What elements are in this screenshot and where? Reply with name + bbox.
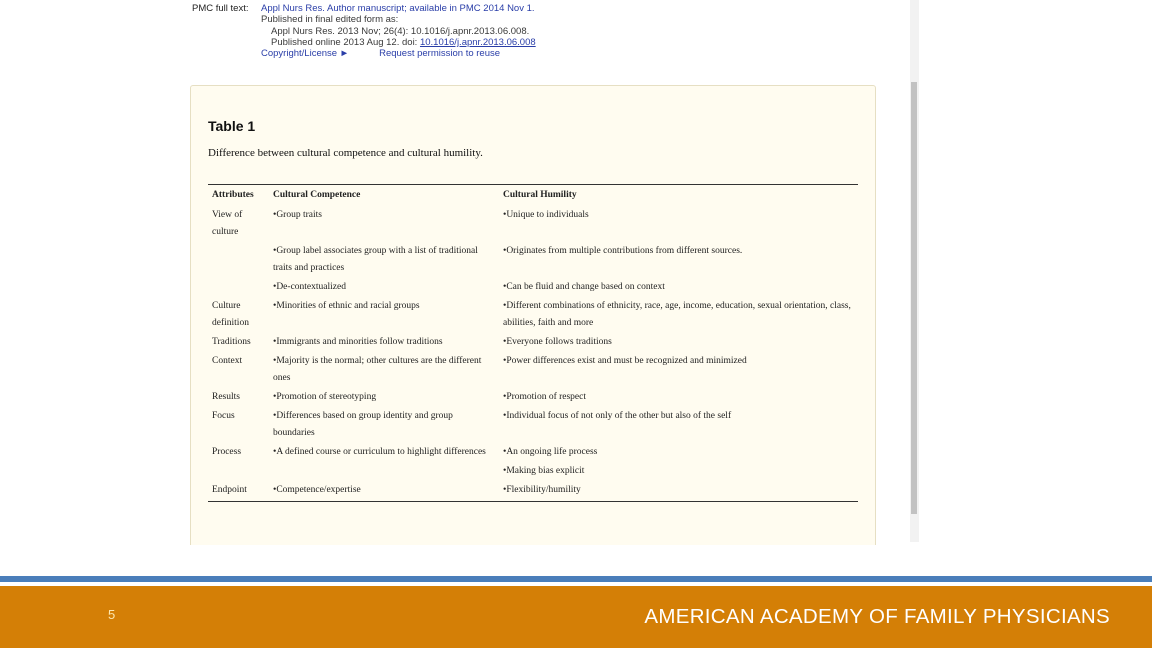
table-row [208, 279, 858, 298]
attribute-cell: Context [212, 356, 243, 366]
attribute-cell: View of culture [212, 210, 243, 237]
table-caption: Difference between cultural competence and cultural humility. [208, 147, 483, 159]
humility-cell: •Promotion of respect [503, 392, 587, 402]
pmc-details [261, 3, 621, 59]
table-row [208, 444, 858, 463]
header-cultural-humility: Cultural Humility [503, 190, 577, 200]
humility-cell: •Individual focus of not only of the other but also of the self [503, 411, 732, 421]
table-row [208, 243, 858, 279]
attribute-cell: Endpoint [212, 485, 247, 495]
table-row [208, 482, 858, 502]
pmc-label: PMC full text: [192, 3, 249, 14]
table-row [208, 298, 858, 334]
competence-cell: •Immigrants and minorities follow traditions [273, 337, 443, 347]
table-panel [190, 85, 876, 545]
competence-cell: •Competence/expertise [273, 485, 361, 495]
competence-cell: •De-contextualized [273, 282, 346, 292]
citation-text: Appl Nurs Res. 2013 Nov; 26(4): 10.1016/j.apnr.2013.06.008. [271, 25, 530, 37]
published-online-text: Published online 2013 Aug 12. doi: [271, 36, 418, 48]
table-row [208, 463, 858, 482]
organization-name: AMERICAN ACADEMY OF FAMILY PHYSICIANS [644, 605, 1110, 628]
attribute-cell: Process [212, 447, 242, 457]
scrollbar[interactable] [910, 0, 919, 542]
competence-cell: •Group traits [273, 210, 322, 220]
attribute-cell [208, 243, 269, 279]
permission-link[interactable]: Request permission to reuse [379, 48, 501, 60]
competence-cell: •Promotion of stereotyping [273, 392, 377, 402]
table-row [208, 408, 858, 444]
humility-cell: •An ongoing life process [503, 447, 598, 457]
comparison-table [208, 184, 858, 502]
attribute-cell [208, 279, 269, 298]
competence-cell: •Differences based on group identity and group boundaries [273, 411, 453, 438]
scrollbar-thumb[interactable] [911, 82, 917, 514]
attribute-cell: Culture definition [212, 301, 249, 328]
humility-cell: •Flexibility/humility [503, 485, 581, 495]
attribute-cell [208, 463, 269, 482]
table-row [208, 389, 858, 408]
manuscript-link[interactable]: Appl Nurs Res. Author manuscript; available in PMC 2014 Nov 1. [261, 3, 535, 14]
slide-footer [0, 586, 1152, 648]
humility-cell: •Originates from multiple contributions from different sources. [503, 246, 743, 256]
header-attributes: Attributes [212, 190, 254, 200]
competence-cell [269, 463, 499, 482]
published-final-label: Published in final edited form as: [261, 14, 399, 26]
attribute-cell: Focus [212, 411, 235, 421]
humility-cell: •Everyone follows traditions [503, 337, 612, 347]
competence-cell: •Group label associates group with a list of traditional traits and practices [273, 246, 478, 273]
humility-cell: •Can be fluid and change based on context [503, 282, 665, 292]
slide-number: 5 [108, 607, 116, 622]
table-row [208, 334, 858, 353]
table-title: Table 1 [208, 118, 256, 134]
table-row [208, 207, 858, 243]
published-online-line [261, 37, 621, 48]
attribute-cell: Results [212, 392, 240, 402]
competence-cell: •A defined course or curriculum to highlight differences [273, 447, 486, 457]
header-cultural-competence: Cultural Competence [273, 190, 361, 200]
humility-cell: •Power differences exist and must be recognized and minimized [503, 356, 747, 366]
competence-cell: •Majority is the normal; other cultures are the different ones [273, 356, 482, 383]
table-row [208, 353, 858, 389]
attribute-cell: Traditions [212, 337, 251, 347]
copyright-link[interactable]: Copyright/License ► [261, 48, 350, 60]
humility-cell: •Making bias explicit [503, 466, 585, 476]
table-header-row [208, 185, 858, 208]
humility-cell: •Unique to individuals [503, 210, 589, 220]
humility-cell: •Different combinations of ethnicity, race, age, income, education, sexual orientation, class, abilities, faith and more [503, 301, 851, 328]
license-links [261, 48, 621, 59]
competence-cell: •Minorities of ethnic and racial groups [273, 301, 420, 311]
doi-link[interactable]: 10.1016/j.apnr.2013.06.008 [419, 36, 536, 48]
